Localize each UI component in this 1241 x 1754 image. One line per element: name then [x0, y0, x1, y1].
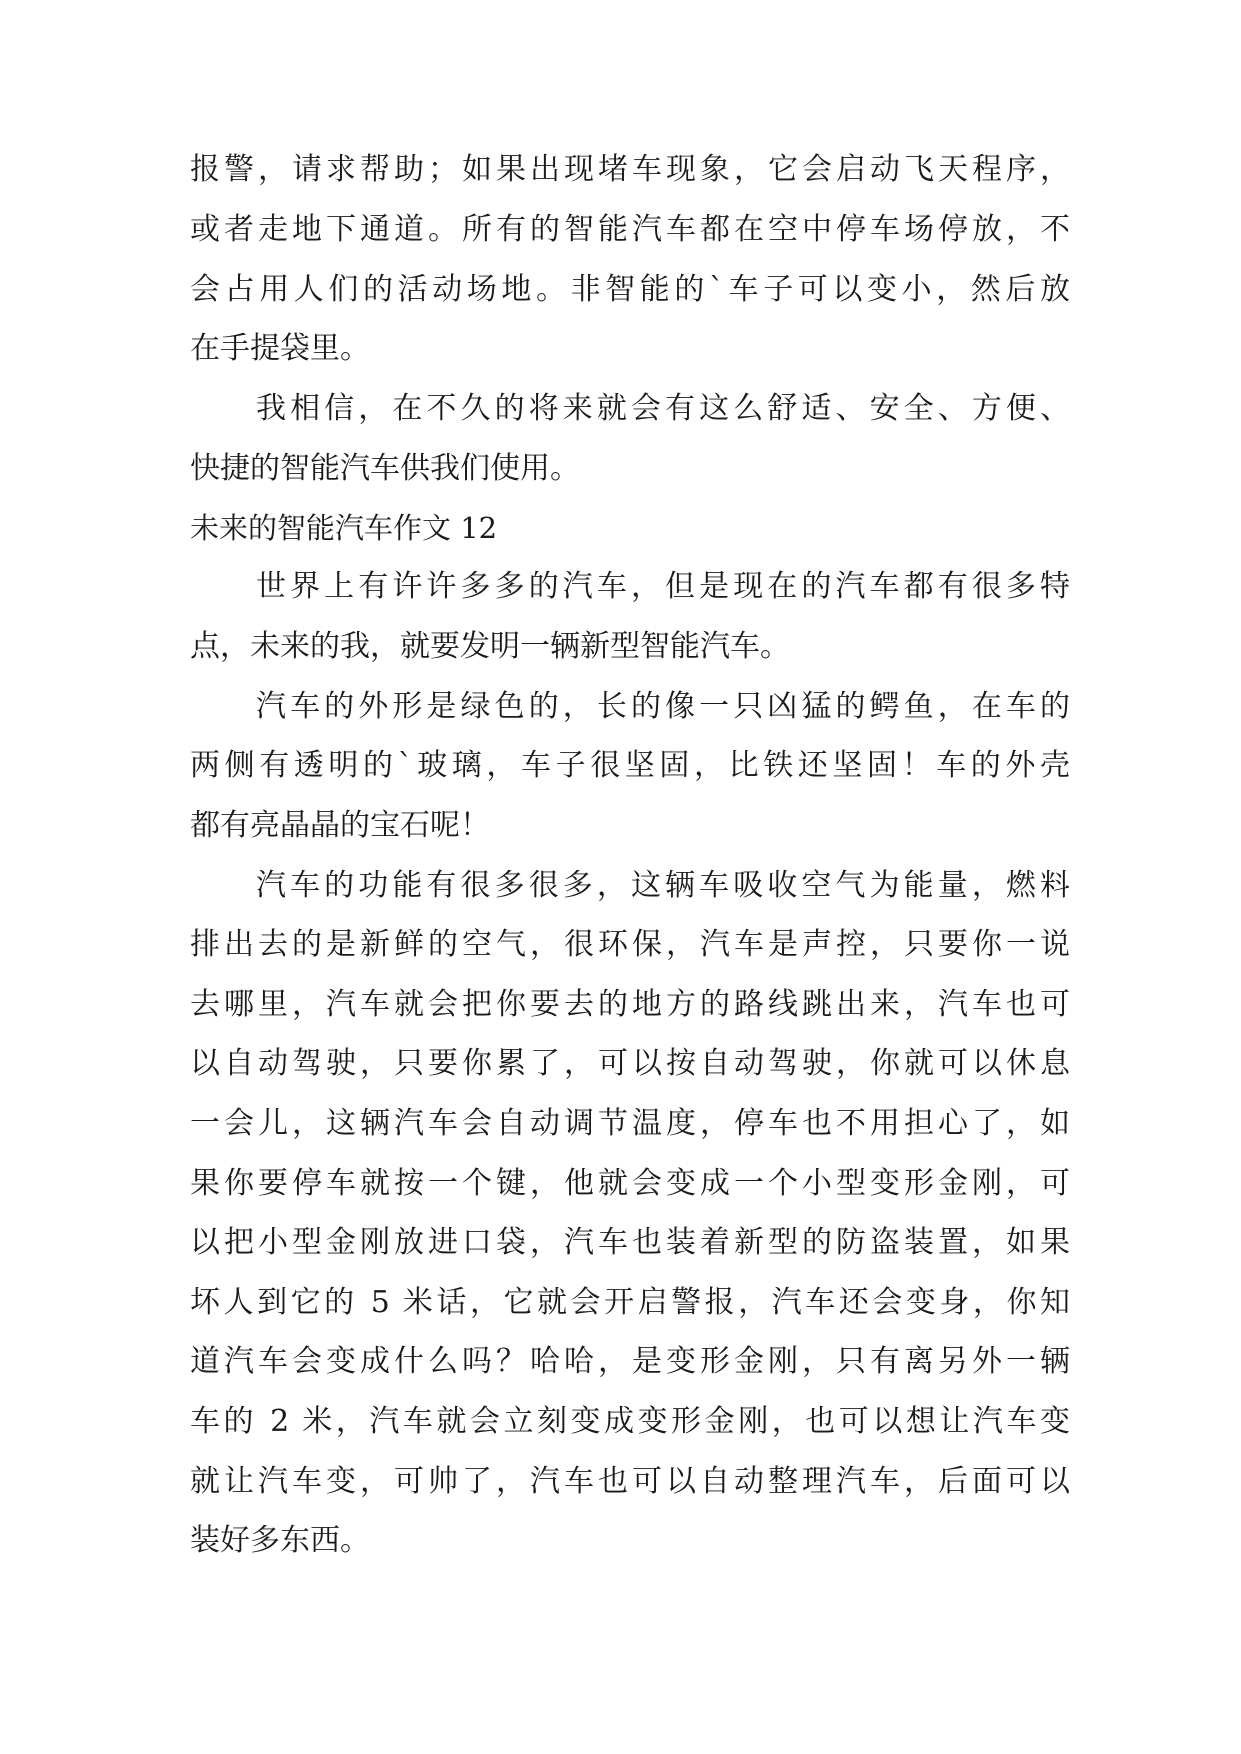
paragraph-line: 我相信，在不久的将来就会有这么舒适、安全、方便、: [256, 391, 1070, 426]
paragraph-line: 车的 2 米，汽车就会立刻变成变形金刚，也可以想让汽车变: [190, 1404, 1070, 1439]
paragraph-line: 都有亮晶晶的宝石呢！: [190, 808, 490, 843]
paragraph-line: 在手提袋里。: [190, 331, 370, 366]
paragraph-line: 汽车的外形是绿色的，长的像一只凶猛的鳄鱼，在车的: [256, 689, 1070, 724]
essay-title: 未来的智能汽车作文 12: [190, 511, 498, 545]
paragraph-line: 会占用人们的活动场地。非智能的`车子可以变小，然后放: [190, 272, 1070, 307]
paragraph-line: 两侧有透明的`玻璃，车子很坚固，比铁还坚固！车的外壳: [190, 748, 1070, 783]
paragraph-line: 道汽车会变成什么吗？哈哈，是变形金刚，只有离另外一辆: [190, 1344, 1070, 1379]
paragraph-line: 世界上有许许多多的汽车，但是现在的汽车都有很多特: [256, 569, 1070, 604]
paragraph-line: 或者走地下通道。所有的智能汽车都在空中停车场停放，不: [190, 212, 1070, 247]
paragraph-line: 报警，请求帮助；如果出现堵车现象，它会启动飞天程序，: [190, 152, 1070, 187]
paragraph-line: 坏人到它的 5 米话，它就会开启警报，汽车还会变身，你知: [190, 1285, 1070, 1320]
paragraph-line: 果你要停车就按一个键，他就会变成一个小型变形金刚，可: [190, 1166, 1070, 1201]
paragraph-line: 以自动驾驶，只要你累了，可以按自动驾驶，你就可以休息: [190, 1046, 1070, 1081]
paragraph-line: 快捷的智能汽车供我们使用。: [190, 451, 580, 486]
paragraph-line: 装好多东西。: [190, 1523, 370, 1558]
paragraph-line: 汽车的功能有很多很多，这辆车吸收空气为能量，燃料: [256, 868, 1070, 903]
paragraph-line: 以把小型金刚放进口袋，汽车也装着新型的防盗装置，如果: [190, 1225, 1070, 1260]
paragraph-line: 一会儿，这辆汽车会自动调节温度，停车也不用担心了，如: [190, 1106, 1070, 1141]
paragraph-line: 点，未来的我，就要发明一辆新型智能汽车。: [190, 629, 790, 664]
paragraph-line: 去哪里，汽车就会把你要去的地方的路线跳出来，汽车也可: [190, 987, 1070, 1022]
paragraph-line: 排出去的是新鲜的空气，很环保，汽车是声控，只要你一说: [190, 927, 1070, 962]
paragraph-line: 就让汽车变，可帅了，汽车也可以自动整理汽车，后面可以: [190, 1464, 1070, 1499]
